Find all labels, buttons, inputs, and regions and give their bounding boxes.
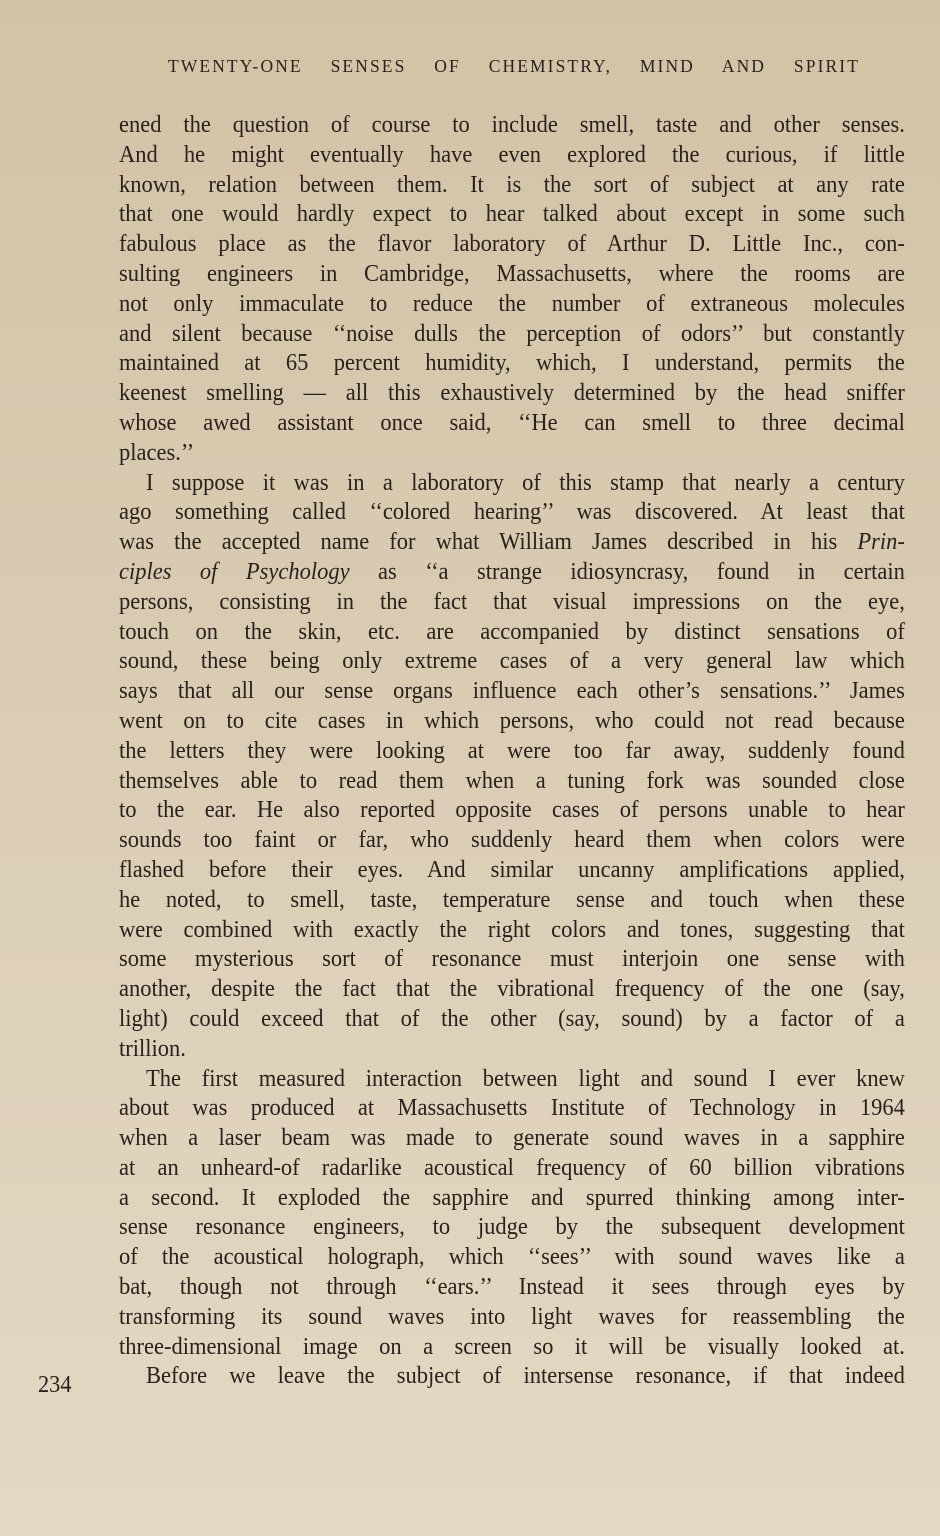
text-line: sound, these being only extreme cases of a very general law which (119, 647, 905, 675)
text-line: about was produced at Massachusetts Institute of Technology in 1964 (119, 1094, 905, 1122)
text-line: persons, consisting in the fact that visual impressions on the eye, (119, 587, 905, 615)
text-line: ago something called ‘‘colored hearing’’ was discovered. At least that (119, 498, 905, 526)
text-line: another, despite the fact that the vibrational frequency of the one (say, (119, 975, 905, 1003)
text-line: bat, though not through ‘‘ears.’’ Instead it sees through eyes by (119, 1273, 905, 1301)
text-line: a second. It exploded the sapphire and spurred thinking among inter- (119, 1183, 905, 1211)
text-line: transforming its sound waves into light waves for reassembling the (119, 1302, 905, 1330)
text-line: trillion. (119, 1034, 186, 1062)
text-line: And he might eventually have even explored the curious, if little (119, 140, 905, 168)
text-line: flashed before their eyes. And similar uncanny amplifications applied, (119, 855, 905, 883)
text-line: some mysterious sort of resonance must interjoin one sense with (119, 945, 905, 973)
text-line: maintained at 65 percent humidity, which, I understand, permits the (119, 349, 905, 377)
text-line: were combined with exactly the right colors and tones, suggesting that (119, 915, 905, 943)
text-line: whose awed assistant once said, ‘‘He can smell to three decimal (119, 408, 905, 436)
paragraph (119, 468, 905, 1064)
text-line: ened the question of course to include smell, taste and other senses. (119, 111, 905, 138)
text-line: themselves able to read them when a tuning fork was sounded close (119, 766, 905, 794)
text-line (119, 557, 905, 587)
text-line: went on to cite cases in which persons, who could not read because (119, 706, 905, 734)
text-line: keenest smelling — all this exhaustively determined by the head sniffer (119, 379, 905, 407)
text-line: he noted, to smell, taste, temperature sense and touch when these (119, 885, 905, 913)
page-number: 234 (38, 1372, 72, 1398)
paragraph (119, 1064, 905, 1362)
text-line: light) could exceed that of the other (say, sound) by a factor of a (119, 1004, 905, 1032)
body-text (119, 110, 905, 1391)
text-line: three-dimensional image on a screen so it will be visually looked at. (119, 1332, 905, 1360)
paragraph (119, 1361, 905, 1391)
text-line: and silent because ‘‘noise dulls the perception of odors’’ but constantly (119, 319, 905, 347)
text-line (119, 527, 905, 557)
text-line: The first measured interaction between light and sound I ever knew (145, 1064, 905, 1092)
book-title-italic: ciples of Psychology (119, 557, 350, 585)
text-line: at an unheard-of radarlike acoustical frequency of 60 billion vibrations (119, 1153, 905, 1181)
text-line: sounds too faint or far, who suddenly heard them when colors were (119, 826, 905, 854)
text-line: places.’’ (119, 438, 195, 466)
text-line: sulting engineers in Cambridge, Massachusetts, where the rooms are (119, 259, 905, 287)
running-head: TWENTY-ONE SENSES OF CHEMISTRY, MIND AND SPIRIT (168, 56, 860, 76)
text-fragment: was the accepted name for what William James described in his (119, 528, 858, 556)
text-line: known, relation between them. It is the sort of subject at any rate (119, 170, 905, 198)
text-line: sense resonance engineers, to judge by the subsequent development (119, 1213, 905, 1241)
text-line: to the ear. He also reported opposite cases of persons unable to hear (119, 796, 905, 824)
text-line: touch on the skin, etc. are accompanied by distinct sensations of (119, 617, 905, 645)
book-title-italic: Prin- (857, 528, 905, 556)
paragraph (119, 110, 905, 468)
text-line: not only immaculate to reduce the number of extraneous molecules (119, 289, 905, 317)
text-line: I suppose it was in a laboratory of this stamp that nearly a century (145, 468, 905, 496)
text-line: when a laser beam was made to generate sound waves in a sapphire (119, 1124, 905, 1152)
text-line: that one would hardly expect to hear talked about except in some such (119, 200, 905, 228)
text-line: fabulous place as the flavor laboratory of Arthur D. Little Inc., con- (119, 230, 905, 258)
text-line: says that all our sense organs influence each other’s sensations.’’ James (119, 677, 905, 705)
text-line: the letters they were looking at were too far away, suddenly found (119, 736, 905, 764)
text-line: of the acoustical holograph, which ‘‘sees’’ with sound waves like a (119, 1243, 905, 1271)
text-fragment: as ‘‘a strange idiosyncrasy, found in certain (349, 557, 905, 585)
text-line: Before we leave the subject of intersense resonance, if that indeed (145, 1362, 905, 1390)
